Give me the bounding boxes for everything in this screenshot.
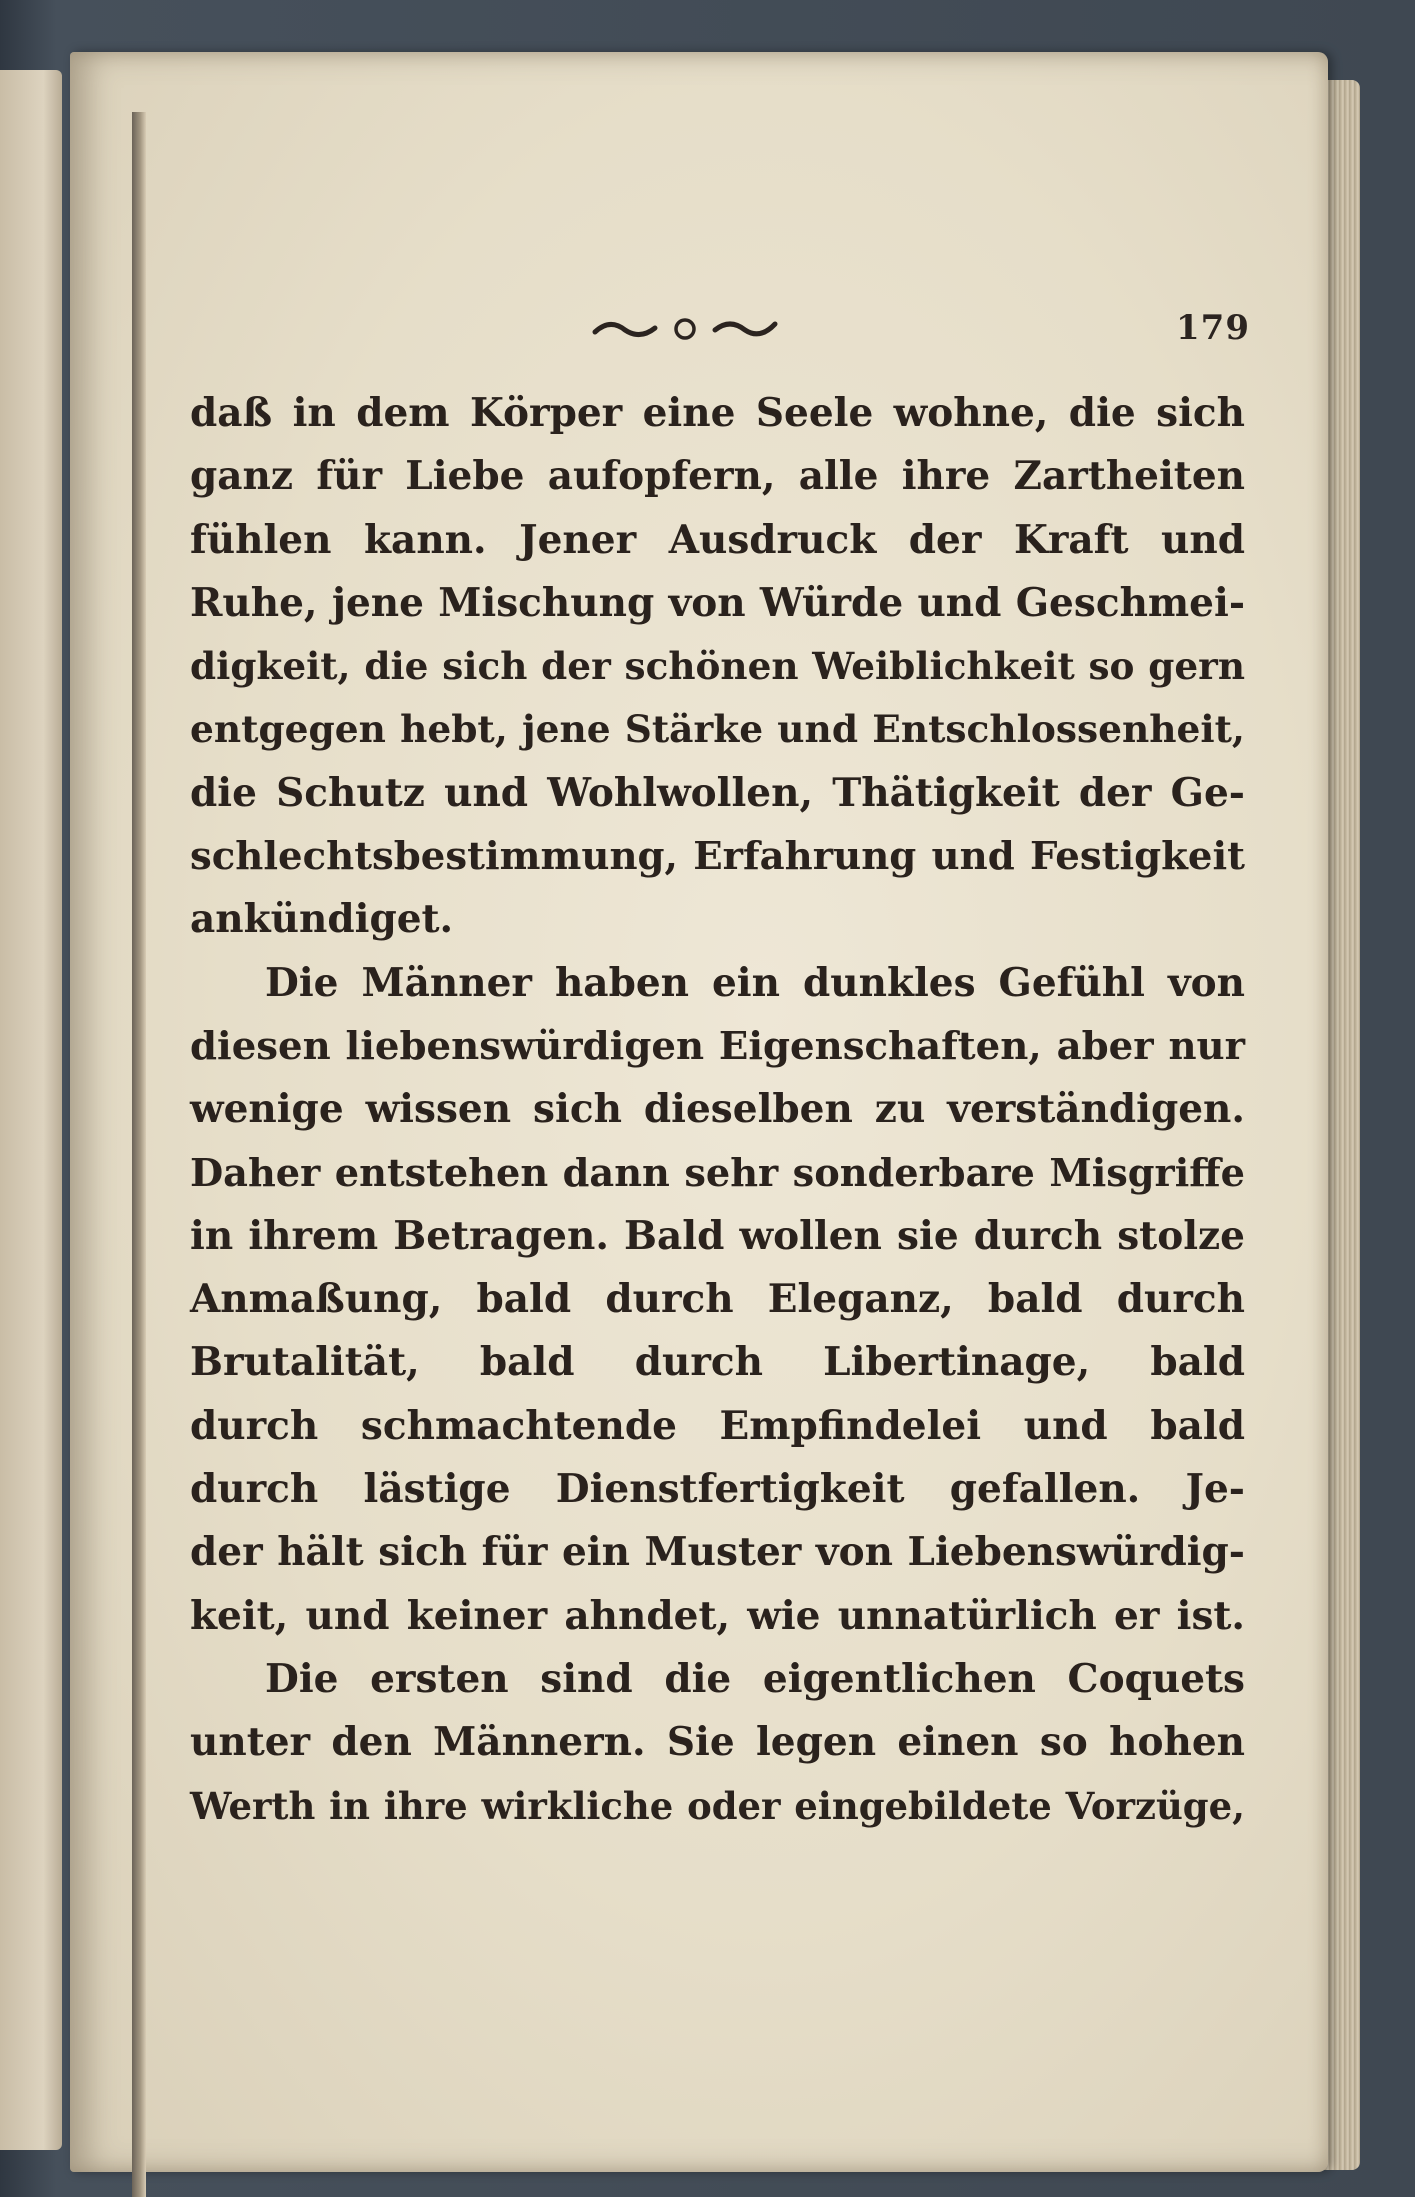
text-line: entgegen hebt, jene Stärke und Entschlossenheit, xyxy=(190,707,1245,752)
book-page xyxy=(70,52,1328,2172)
page-number: 179 xyxy=(1176,308,1250,348)
page-header xyxy=(70,302,1328,362)
page-body-text xyxy=(190,382,1245,1838)
text-line: fühlen kann. Jener Ausdruck der Kraft und xyxy=(190,516,1245,563)
text-line: die Schutz und Wohlwollen, Thätigkeit der Ge- xyxy=(190,769,1245,816)
text-line: ankündiget. xyxy=(190,896,454,943)
text-line: schlechtsbestimmung, Erfahrung und Festigkeit xyxy=(190,834,1245,880)
text-line: Brutalität, bald durch Libertinage, bald xyxy=(190,1339,1245,1386)
text-line: daß in dem Körper eine Seele wohne, die sich xyxy=(190,390,1245,436)
left-page-edge xyxy=(0,70,62,2150)
text-line: wenige wissen sich dieselben zu verständigen. xyxy=(190,1086,1245,1133)
text-line: keit, und keiner ahndet, wie unnatürlich er ist. xyxy=(190,1592,1245,1639)
text-line: der hält sich für ein Muster von Liebenswürdig- xyxy=(190,1529,1245,1576)
text-line: Anmaßung, bald durch Eleganz, bald durch xyxy=(190,1276,1245,1323)
text-line: durch schmachtende Empfindelei und bald xyxy=(190,1402,1245,1449)
text-line: diesen liebenswürdigen Eigenschaften, aber nur xyxy=(190,1023,1245,1069)
text-line: Werth in ihre wirkliche oder eingebildete Vorzüge, xyxy=(190,1783,1245,1828)
text-line: durch lästige Dienstfertigkeit gefallen. Je- xyxy=(190,1466,1245,1513)
text-line: digkeit, die sich der schönen Weiblichkeit so gern xyxy=(190,644,1245,689)
text-line: unter den Männern. Sie legen einen so hohen xyxy=(190,1719,1245,1766)
text-line: ganz für Liebe aufopfern, alle ihre Zartheiten xyxy=(190,453,1245,500)
page-gutter xyxy=(132,112,146,2197)
text-line: Die ersten sind die eigentlichen Coquets xyxy=(265,1655,1245,1702)
text-line: Daher entstehen dann sehr sonderbare Misgriffe xyxy=(190,1150,1245,1196)
text-line: Ruhe, jene Mischung von Würde und Geschmei- xyxy=(190,579,1245,626)
ornament-icon xyxy=(585,308,785,348)
text-line: Die Männer haben ein dunkles Gefühl von xyxy=(265,959,1245,1006)
text-line: in ihrem Betragen. Bald wollen sie durch stolze xyxy=(190,1212,1245,1259)
